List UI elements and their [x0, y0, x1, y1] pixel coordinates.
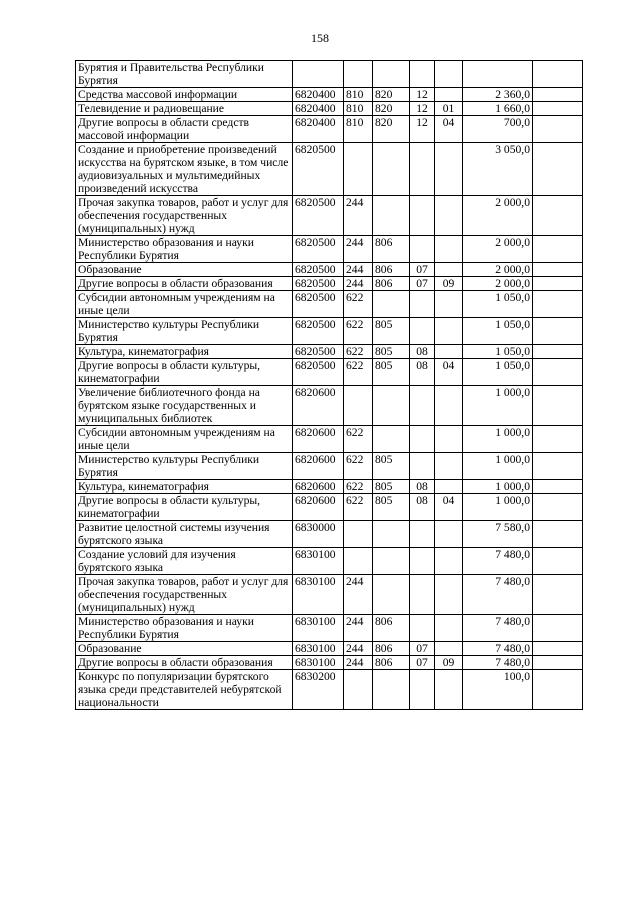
row-expense-type-cell: [344, 670, 373, 710]
row-extra-cell: [533, 575, 583, 615]
row-code-cell: 6820500: [293, 277, 344, 291]
row-code-cell: 6820600: [293, 386, 344, 426]
row-subsection-cell: 09: [435, 277, 463, 291]
row-expense-type-cell: 622: [344, 345, 373, 359]
table-row: [76, 642, 583, 656]
row-name-cell: Субсидии автономным учреждениям на иные цели: [76, 426, 293, 453]
row-extra-cell: [533, 642, 583, 656]
row-extra-cell: [533, 615, 583, 642]
table-row: [76, 494, 583, 521]
row-section-cell: 08: [410, 494, 435, 521]
row-amount-cell: 2 000,0: [463, 263, 533, 277]
row-expense-type-cell: 244: [344, 277, 373, 291]
row-extra-cell: [533, 88, 583, 102]
row-code-cell: [293, 61, 344, 88]
row-section-cell: [410, 575, 435, 615]
row-department-cell: 805: [373, 494, 410, 521]
row-department-cell: 820: [373, 102, 410, 116]
row-department-cell: [373, 143, 410, 196]
row-code-cell: 6820400: [293, 116, 344, 143]
row-code-cell: 6820500: [293, 263, 344, 277]
row-name-cell: Министерство культуры Республики Бурятия: [76, 318, 293, 345]
row-department-cell: [373, 61, 410, 88]
row-code-cell: 6830100: [293, 642, 344, 656]
row-extra-cell: [533, 345, 583, 359]
row-department-cell: 806: [373, 642, 410, 656]
row-name-cell: Конкурс по популяризации бурятского языка среди представителей небурятской национальности: [76, 670, 293, 710]
row-subsection-cell: [435, 345, 463, 359]
row-name-cell: Другие вопросы в области средств массовой информации: [76, 116, 293, 143]
table-row: [76, 453, 583, 480]
row-subsection-cell: 04: [435, 116, 463, 143]
row-subsection-cell: 04: [435, 494, 463, 521]
row-extra-cell: [533, 359, 583, 386]
row-department-cell: [373, 521, 410, 548]
row-subsection-cell: [435, 88, 463, 102]
row-expense-type-cell: 244: [344, 196, 373, 236]
row-code-cell: 6820600: [293, 426, 344, 453]
row-expense-type-cell: 244: [344, 236, 373, 263]
row-code-cell: 6820600: [293, 453, 344, 480]
row-expense-type-cell: [344, 521, 373, 548]
row-extra-cell: [533, 318, 583, 345]
row-subsection-cell: [435, 670, 463, 710]
row-department-cell: 806: [373, 236, 410, 263]
row-extra-cell: [533, 656, 583, 670]
row-section-cell: [410, 236, 435, 263]
row-name-cell: Субсидии автономным учреждениям на иные цели: [76, 291, 293, 318]
row-amount-cell: 7 480,0: [463, 656, 533, 670]
row-expense-type-cell: 622: [344, 318, 373, 345]
row-section-cell: 08: [410, 345, 435, 359]
row-amount-cell: [463, 61, 533, 88]
row-subsection-cell: 04: [435, 359, 463, 386]
row-name-cell: Создание условий для изучения бурятского языка: [76, 548, 293, 575]
row-expense-type-cell: 810: [344, 88, 373, 102]
row-name-cell: Другие вопросы в области образования: [76, 656, 293, 670]
row-name-cell: Министерство образования и науки Республики Бурятия: [76, 615, 293, 642]
table-row: [76, 480, 583, 494]
row-code-cell: 6830200: [293, 670, 344, 710]
row-expense-type-cell: 622: [344, 480, 373, 494]
table-row: [76, 61, 583, 88]
row-code-cell: 6830000: [293, 521, 344, 548]
row-extra-cell: [533, 263, 583, 277]
row-amount-cell: 700,0: [463, 116, 533, 143]
row-section-cell: [410, 386, 435, 426]
row-extra-cell: [533, 670, 583, 710]
row-extra-cell: [533, 116, 583, 143]
row-subsection-cell: [435, 291, 463, 318]
table-row: [76, 102, 583, 116]
row-extra-cell: [533, 236, 583, 263]
row-code-cell: 6820400: [293, 88, 344, 102]
table-row: [76, 548, 583, 575]
row-department-cell: 805: [373, 318, 410, 345]
row-code-cell: 6820500: [293, 143, 344, 196]
row-section-cell: [410, 426, 435, 453]
row-expense-type-cell: 622: [344, 359, 373, 386]
table-row: [76, 263, 583, 277]
row-section-cell: 12: [410, 102, 435, 116]
table-row: [76, 386, 583, 426]
row-amount-cell: 2 000,0: [463, 236, 533, 263]
row-section-cell: 08: [410, 480, 435, 494]
row-section-cell: [410, 318, 435, 345]
row-amount-cell: 7 480,0: [463, 642, 533, 656]
row-section-cell: 07: [410, 263, 435, 277]
row-subsection-cell: [435, 196, 463, 236]
table-row: [76, 670, 583, 710]
table-row: [76, 575, 583, 615]
row-expense-type-cell: [344, 61, 373, 88]
row-amount-cell: 1 000,0: [463, 426, 533, 453]
row-department-cell: 806: [373, 615, 410, 642]
row-extra-cell: [533, 386, 583, 426]
row-subsection-cell: [435, 480, 463, 494]
row-expense-type-cell: 810: [344, 102, 373, 116]
budget-table: [75, 60, 583, 710]
row-expense-type-cell: 810: [344, 116, 373, 143]
row-section-cell: 12: [410, 116, 435, 143]
table-row: [76, 656, 583, 670]
row-amount-cell: 7 480,0: [463, 575, 533, 615]
row-subsection-cell: [435, 143, 463, 196]
row-amount-cell: 2 000,0: [463, 196, 533, 236]
row-name-cell: Телевидение и радиовещание: [76, 102, 293, 116]
row-section-cell: [410, 670, 435, 710]
row-subsection-cell: 09: [435, 656, 463, 670]
row-department-cell: 806: [373, 656, 410, 670]
row-extra-cell: [533, 291, 583, 318]
table-row: [76, 426, 583, 453]
row-department-cell: 805: [373, 453, 410, 480]
row-name-cell: Прочая закупка товаров, работ и услуг для обеспечения государственных (муниципальных) нужд: [76, 575, 293, 615]
row-name-cell: Другие вопросы в области образования: [76, 277, 293, 291]
row-subsection-cell: 01: [435, 102, 463, 116]
page-number: 158: [311, 31, 329, 45]
row-subsection-cell: [435, 236, 463, 263]
row-section-cell: [410, 291, 435, 318]
row-section-cell: 08: [410, 359, 435, 386]
row-amount-cell: 1 000,0: [463, 453, 533, 480]
row-code-cell: 6820600: [293, 480, 344, 494]
row-subsection-cell: [435, 575, 463, 615]
row-extra-cell: [533, 521, 583, 548]
row-code-cell: 6820600: [293, 494, 344, 521]
row-department-cell: [373, 386, 410, 426]
row-amount-cell: 1 050,0: [463, 318, 533, 345]
row-subsection-cell: [435, 426, 463, 453]
row-expense-type-cell: 244: [344, 656, 373, 670]
row-amount-cell: 1 660,0: [463, 102, 533, 116]
table-row: [76, 291, 583, 318]
row-amount-cell: 3 050,0: [463, 143, 533, 196]
row-extra-cell: [533, 453, 583, 480]
row-section-cell: [410, 521, 435, 548]
row-name-cell: Прочая закупка товаров, работ и услуг для обеспечения государственных (муниципальных) нужд: [76, 196, 293, 236]
row-expense-type-cell: 622: [344, 494, 373, 521]
row-amount-cell: 7 480,0: [463, 548, 533, 575]
row-code-cell: 6820500: [293, 291, 344, 318]
row-code-cell: 6830100: [293, 656, 344, 670]
row-department-cell: [373, 575, 410, 615]
row-name-cell: Министерство образования и науки Республики Бурятия: [76, 236, 293, 263]
row-expense-type-cell: 244: [344, 575, 373, 615]
row-expense-type-cell: 244: [344, 263, 373, 277]
table-row: [76, 196, 583, 236]
row-amount-cell: 100,0: [463, 670, 533, 710]
table-row: [76, 345, 583, 359]
row-subsection-cell: [435, 548, 463, 575]
row-amount-cell: 7 580,0: [463, 521, 533, 548]
row-amount-cell: 1 050,0: [463, 345, 533, 359]
table-row: [76, 318, 583, 345]
row-extra-cell: [533, 143, 583, 196]
row-expense-type-cell: 622: [344, 453, 373, 480]
row-subsection-cell: [435, 521, 463, 548]
table-row: [76, 88, 583, 102]
table-row: [76, 236, 583, 263]
row-amount-cell: 1 000,0: [463, 386, 533, 426]
row-subsection-cell: [435, 61, 463, 88]
table-row: [76, 116, 583, 143]
row-extra-cell: [533, 548, 583, 575]
row-amount-cell: 1 050,0: [463, 291, 533, 318]
row-expense-type-cell: 244: [344, 615, 373, 642]
row-department-cell: 805: [373, 359, 410, 386]
row-subsection-cell: [435, 615, 463, 642]
row-expense-type-cell: [344, 143, 373, 196]
row-section-cell: 12: [410, 88, 435, 102]
row-name-cell: Создание и приобретение произведений искусства на бурятском языке, в том числе аудиовизуальных и мультимедийных произведений искусства: [76, 143, 293, 196]
row-extra-cell: [533, 61, 583, 88]
row-code-cell: 6820500: [293, 345, 344, 359]
row-extra-cell: [533, 277, 583, 291]
row-subsection-cell: [435, 453, 463, 480]
row-name-cell: Увеличение библиотечного фонда на бурятском языке государственных и муниципальных библиотек: [76, 386, 293, 426]
row-department-cell: 820: [373, 88, 410, 102]
row-amount-cell: 1 000,0: [463, 494, 533, 521]
row-extra-cell: [533, 494, 583, 521]
budget-table-body: [76, 61, 583, 710]
row-department-cell: 806: [373, 263, 410, 277]
row-name-cell: Другие вопросы в области культуры, кинематографии: [76, 359, 293, 386]
row-code-cell: 6820400: [293, 102, 344, 116]
row-name-cell: Развитие целостной системы изучения бурятского языка: [76, 521, 293, 548]
row-code-cell: 6820500: [293, 359, 344, 386]
row-amount-cell: 1 000,0: [463, 480, 533, 494]
row-name-cell: Министерство культуры Республики Бурятия: [76, 453, 293, 480]
row-department-cell: 805: [373, 345, 410, 359]
row-section-cell: 07: [410, 277, 435, 291]
row-section-cell: [410, 615, 435, 642]
table-row: [76, 143, 583, 196]
row-amount-cell: 7 480,0: [463, 615, 533, 642]
row-section-cell: 07: [410, 642, 435, 656]
row-name-cell: Другие вопросы в области культуры, кинематографии: [76, 494, 293, 521]
row-department-cell: [373, 548, 410, 575]
row-section-cell: [410, 196, 435, 236]
row-subsection-cell: [435, 263, 463, 277]
row-expense-type-cell: 244: [344, 642, 373, 656]
row-section-cell: [410, 61, 435, 88]
table-row: [76, 521, 583, 548]
row-subsection-cell: [435, 386, 463, 426]
row-name-cell: Культура, кинематография: [76, 345, 293, 359]
table-row: [76, 277, 583, 291]
row-section-cell: [410, 453, 435, 480]
row-code-cell: 6830100: [293, 548, 344, 575]
row-department-cell: [373, 196, 410, 236]
row-section-cell: [410, 548, 435, 575]
row-name-cell: Образование: [76, 642, 293, 656]
row-amount-cell: 2 000,0: [463, 277, 533, 291]
row-extra-cell: [533, 196, 583, 236]
row-subsection-cell: [435, 642, 463, 656]
row-amount-cell: 2 360,0: [463, 88, 533, 102]
row-name-cell: Средства массовой информации: [76, 88, 293, 102]
row-code-cell: 6820500: [293, 318, 344, 345]
table-row: [76, 359, 583, 386]
row-code-cell: 6820500: [293, 196, 344, 236]
row-department-cell: [373, 291, 410, 318]
row-code-cell: 6830100: [293, 575, 344, 615]
row-extra-cell: [533, 480, 583, 494]
row-expense-type-cell: [344, 548, 373, 575]
row-name-cell: Образование: [76, 263, 293, 277]
row-expense-type-cell: 622: [344, 426, 373, 453]
row-name-cell: Бурятия и Правительства Республики Бурятия: [76, 61, 293, 88]
row-section-cell: 07: [410, 656, 435, 670]
row-department-cell: [373, 670, 410, 710]
row-name-cell: Культура, кинематография: [76, 480, 293, 494]
row-extra-cell: [533, 102, 583, 116]
row-department-cell: 805: [373, 480, 410, 494]
row-amount-cell: 1 050,0: [463, 359, 533, 386]
row-department-cell: 806: [373, 277, 410, 291]
row-code-cell: 6820500: [293, 236, 344, 263]
row-department-cell: [373, 426, 410, 453]
row-code-cell: 6830100: [293, 615, 344, 642]
row-section-cell: [410, 143, 435, 196]
row-department-cell: 820: [373, 116, 410, 143]
row-extra-cell: [533, 426, 583, 453]
table-row: [76, 615, 583, 642]
row-subsection-cell: [435, 318, 463, 345]
row-expense-type-cell: [344, 386, 373, 426]
row-expense-type-cell: 622: [344, 291, 373, 318]
